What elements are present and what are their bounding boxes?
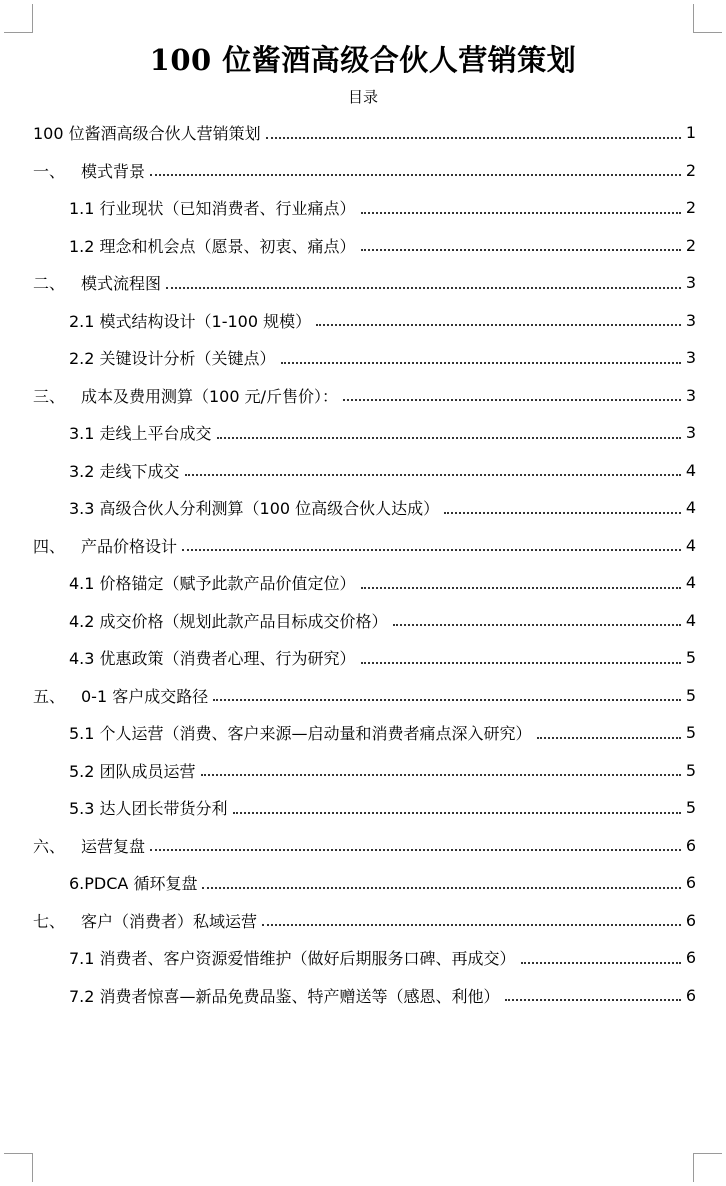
toc-entry[interactable] bbox=[33, 527, 696, 565]
toc-entry[interactable] bbox=[33, 977, 696, 1015]
document-title: 100 位酱酒高级合伙人营销策划 bbox=[149, 43, 577, 77]
toc-entry[interactable] bbox=[33, 714, 696, 752]
toc-entry[interactable] bbox=[33, 677, 696, 715]
toc-entry-page-number: 3 bbox=[685, 423, 696, 443]
toc-entry-text: 产品价格设计 bbox=[81, 536, 178, 556]
toc-entry[interactable] bbox=[33, 864, 696, 902]
toc-entry-text: 1.1 行业现状（已知消费者、行业痛点） bbox=[69, 199, 356, 219]
toc-entry-page-number: 5 bbox=[685, 685, 696, 705]
toc-entry-page-number: 2 bbox=[685, 160, 696, 180]
toc-entry-text: 5.2 团队成员运营 bbox=[69, 761, 196, 781]
toc-entry-page-number: 3 bbox=[685, 310, 696, 330]
toc-dot-leader bbox=[166, 287, 681, 289]
toc-dot-leader bbox=[202, 887, 680, 889]
toc-entry-page-number: 3 bbox=[685, 385, 696, 405]
toc-dot-leader bbox=[150, 174, 681, 176]
toc-entry-text: 模式背景 bbox=[81, 161, 146, 181]
toc-entry-text: 1.2 理念和机会点（愿景、初衷、痛点） bbox=[69, 236, 356, 256]
toc-entry-text: 4.2 成交价格（规划此款产品目标成交价格） bbox=[69, 611, 388, 631]
toc-entry-page-number: 5 bbox=[685, 723, 696, 743]
toc-entry[interactable] bbox=[33, 939, 696, 977]
toc-entry-text: 6.PDCA 循环复盘 bbox=[69, 874, 198, 894]
toc-entry-number: 一、 bbox=[33, 161, 66, 181]
toc-entry[interactable] bbox=[33, 827, 696, 865]
toc-entry-number: 五、 bbox=[33, 686, 66, 706]
toc-entry-page-number: 6 bbox=[685, 948, 696, 968]
toc-entry[interactable] bbox=[33, 152, 696, 190]
toc-dot-leader bbox=[361, 587, 681, 589]
toc-entry[interactable] bbox=[33, 264, 696, 302]
toc-dot-leader bbox=[185, 474, 681, 476]
toc-dot-leader bbox=[361, 212, 681, 214]
page-corner-mark-bottom-right bbox=[693, 1153, 722, 1182]
toc-dot-leader bbox=[361, 662, 681, 664]
table-of-contents bbox=[33, 114, 696, 1014]
toc-entry-text: 0-1 客户成交路径 bbox=[81, 686, 209, 706]
toc-entry[interactable] bbox=[33, 639, 696, 677]
toc-entry-page-number: 5 bbox=[685, 798, 696, 818]
toc-dot-leader bbox=[150, 849, 681, 851]
page-corner-mark-top-right bbox=[693, 4, 722, 33]
toc-entry-number: 四、 bbox=[33, 536, 66, 556]
toc-entry-page-number: 2 bbox=[685, 235, 696, 255]
toc-entry-text: 7.2 消费者惊喜—新品免费品鉴、特产赠送等（感恩、利他） bbox=[69, 986, 500, 1006]
toc-dot-leader bbox=[521, 962, 681, 964]
toc-entry[interactable] bbox=[33, 414, 696, 452]
toc-dot-leader bbox=[343, 399, 681, 401]
toc-entry[interactable] bbox=[33, 752, 696, 790]
toc-dot-leader bbox=[233, 812, 681, 814]
toc-entry-text: 成本及费用测算（100 元/斤售价）： bbox=[81, 386, 339, 406]
toc-entry-page-number: 4 bbox=[685, 535, 696, 555]
toc-dot-leader bbox=[537, 737, 681, 739]
toc-entry[interactable] bbox=[33, 189, 696, 227]
toc-entry-text: 4.1 价格锚定（赋予此款产品价值定位） bbox=[69, 574, 356, 594]
toc-entry-text: 客户（消费者）私域运营 bbox=[81, 911, 258, 931]
toc-entry[interactable] bbox=[33, 602, 696, 640]
toc-entry-page-number: 6 bbox=[685, 985, 696, 1005]
toc-dot-leader bbox=[262, 924, 681, 926]
toc-entry-number: 七、 bbox=[33, 911, 66, 931]
toc-entry-text: 4.3 优惠政策（消费者心理、行为研究） bbox=[69, 649, 356, 669]
toc-entry-page-number: 1 bbox=[685, 123, 696, 143]
toc-entry-page-number: 3 bbox=[685, 348, 696, 368]
toc-entry-page-number: 6 bbox=[685, 835, 696, 855]
toc-dot-leader bbox=[266, 137, 681, 139]
toc-entry-text: 运营复盘 bbox=[81, 836, 146, 856]
toc-dot-leader bbox=[444, 512, 681, 514]
toc-entry-page-number: 5 bbox=[685, 648, 696, 668]
toc-entry[interactable] bbox=[33, 452, 696, 490]
toc-entry[interactable] bbox=[33, 902, 696, 940]
toc-entry-number: 二、 bbox=[33, 274, 66, 294]
toc-entry-text: 3.3 高级合伙人分利测算（100 位高级合伙人达成） bbox=[69, 499, 440, 519]
toc-dot-leader bbox=[217, 437, 681, 439]
toc-entry-page-number: 6 bbox=[685, 910, 696, 930]
toc-entry-page-number: 4 bbox=[685, 573, 696, 593]
toc-entry-page-number: 4 bbox=[685, 610, 696, 630]
toc-entry[interactable] bbox=[33, 302, 696, 340]
toc-entry[interactable] bbox=[33, 114, 696, 152]
toc-entry[interactable] bbox=[33, 377, 696, 415]
toc-entry[interactable] bbox=[33, 564, 696, 602]
toc-heading: 目录 bbox=[347, 88, 378, 106]
toc-entry-page-number: 6 bbox=[685, 873, 696, 893]
toc-entry[interactable] bbox=[33, 227, 696, 265]
toc-entry-text: 3.1 走线上平台成交 bbox=[69, 424, 212, 444]
page-corner-mark-top-left bbox=[4, 4, 33, 33]
toc-entry-page-number: 2 bbox=[685, 198, 696, 218]
toc-entry-page-number: 5 bbox=[685, 760, 696, 780]
toc-dot-leader bbox=[505, 999, 681, 1001]
toc-entry-text: 3.2 走线下成交 bbox=[69, 461, 180, 481]
toc-entry-page-number: 4 bbox=[685, 498, 696, 518]
toc-entry-text: 100 位酱酒高级合伙人营销策划 bbox=[33, 124, 261, 144]
toc-dot-leader bbox=[316, 324, 681, 326]
toc-entry-text: 模式流程图 bbox=[81, 274, 162, 294]
toc-dot-leader bbox=[201, 774, 681, 776]
toc-entry-text: 5.3 达人团长带货分利 bbox=[69, 799, 228, 819]
toc-entry-text: 7.1 消费者、客户资源爱惜维护（做好后期服务口碑、再成交） bbox=[69, 949, 516, 969]
toc-dot-leader bbox=[281, 362, 681, 364]
toc-dot-leader bbox=[393, 624, 681, 626]
page-corner-mark-bottom-left bbox=[4, 1153, 33, 1182]
toc-entry-number: 六、 bbox=[33, 836, 66, 856]
toc-entry-page-number: 3 bbox=[685, 273, 696, 293]
toc-dot-leader bbox=[361, 249, 681, 251]
toc-entry-text: 2.1 模式结构设计（1-100 规模） bbox=[69, 311, 312, 331]
toc-entry-text: 2.2 关键设计分析（关键点） bbox=[69, 349, 276, 369]
toc-entry[interactable] bbox=[33, 339, 696, 377]
toc-entry-text: 5.1 个人运营（消费、客户来源—启动量和消费者痛点深入研究） bbox=[69, 724, 532, 744]
toc-entry-number: 三、 bbox=[33, 386, 66, 406]
toc-dot-leader bbox=[213, 699, 681, 701]
toc-entry[interactable] bbox=[33, 789, 696, 827]
toc-entry-page-number: 4 bbox=[685, 460, 696, 480]
toc-entry[interactable] bbox=[33, 489, 696, 527]
toc-dot-leader bbox=[182, 549, 681, 551]
